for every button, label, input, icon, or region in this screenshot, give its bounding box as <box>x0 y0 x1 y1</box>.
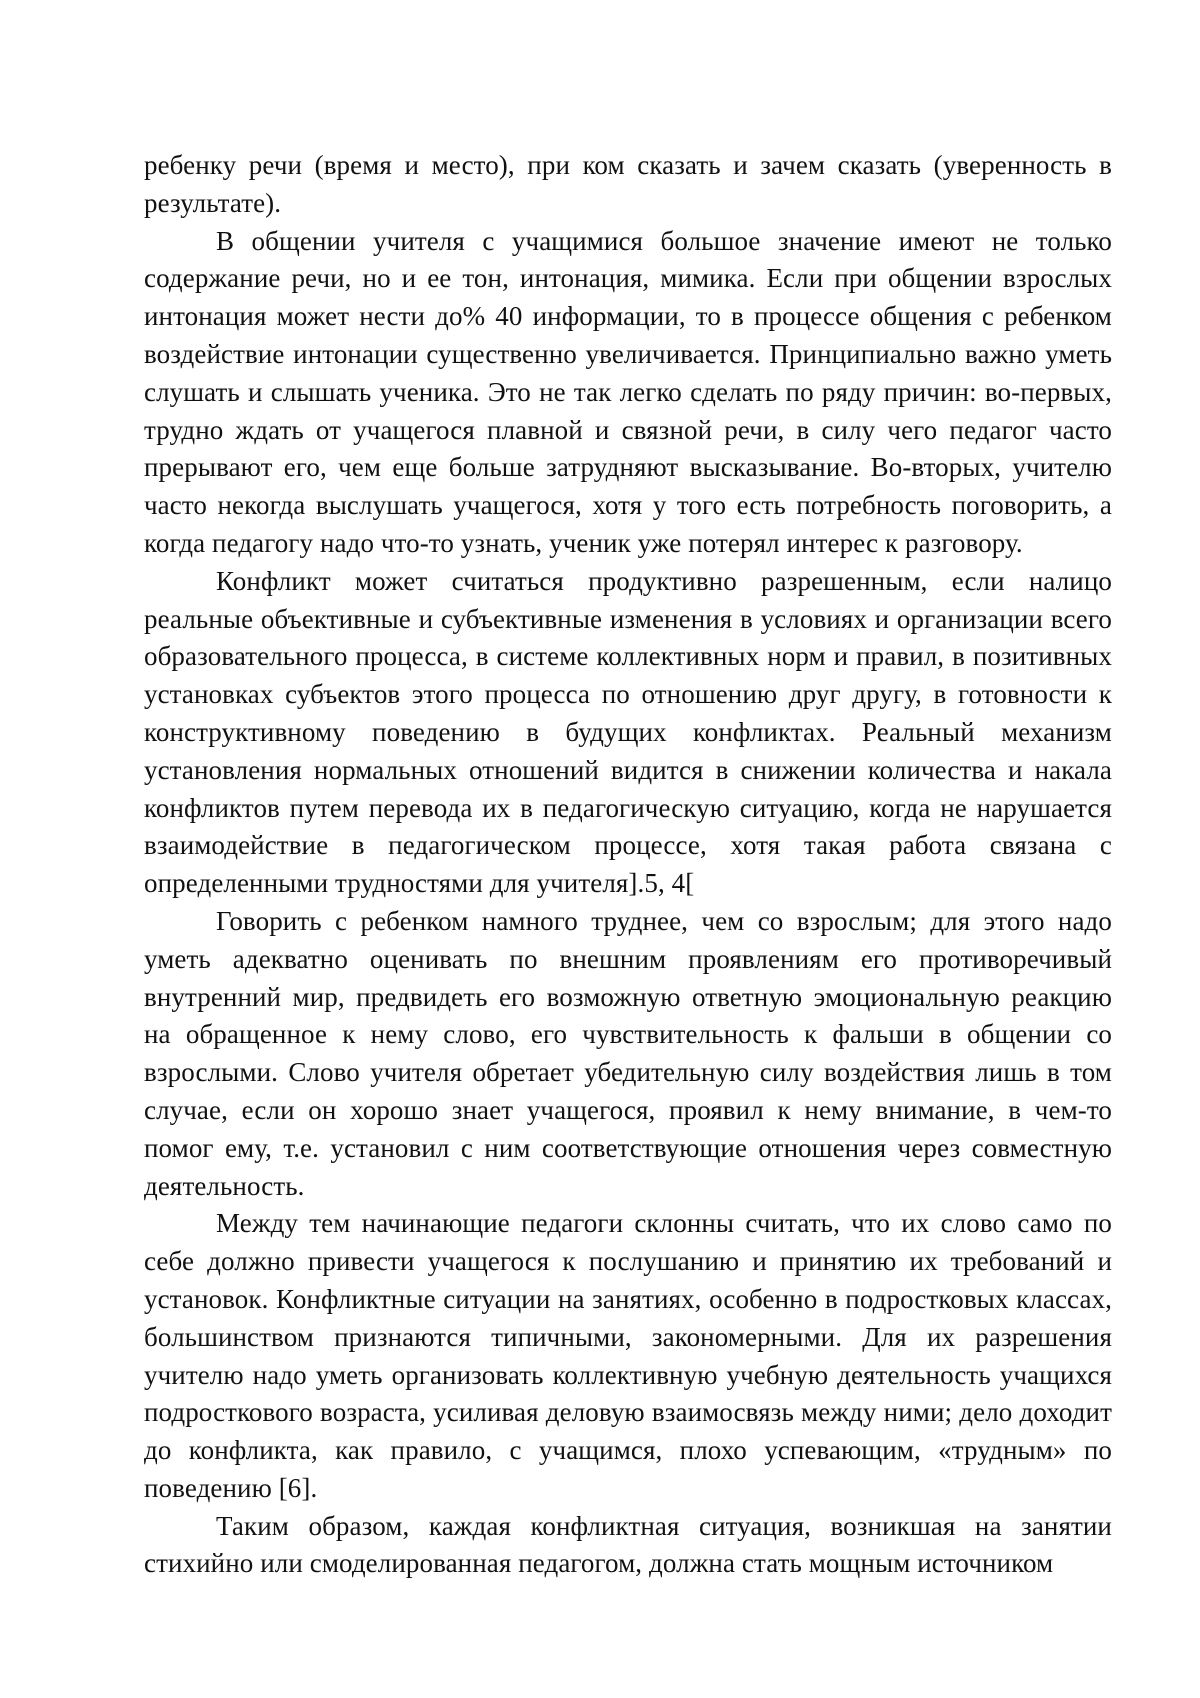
paragraph-intonation: В общении учителя с учащимися большое значение имеют не только содержание речи, но и ее тон, интонация, мимика. Если при общении взрослых интонация может нести до% 40 информации, то в процессе общения с ребенком воздействие интонации существенно увеличивается. Принципиально важно уметь слушать и слышать ученика. Это не так легко сделать по ряду причин: во-первых, трудно ждать от учащегося плавной и связной речи, в силу чего педагог часто прерывают его, чем еще больше затрудняют высказывание. Во-вторых, учителю часто некогда выслушать учащегося, хотя у того есть потребность поговорить, а когда педагогу надо что-то узнать, ученик уже потерял интерес к разговору. <box>144 225 1112 558</box>
paragraph-continuation: ребенку речи (время и место), при ком сказать и зачем сказать (уверенность в результате). <box>144 150 1112 218</box>
paragraph-talking-with-child: Говорить с ребенком намного труднее, чем со взрослым; для этого надо уметь адекватно оценивать по внешним проявлениям его противоречивый внутренний мир, предвидеть его возможную ответную эмоциональную реакцию на обращенное к нему слово, его чувствительность к фальши в общении со взрослыми. Слово учителя обретает убедительную силу воздействия лишь в том случае, если он хорошо знает учащегося, проявил к нему внимание, в чем-то помог ему, т.е. установил с ним соответствующие отношения через совместную деятельность. <box>144 905 1112 1201</box>
paragraph-novice-teachers: Между тем начинающие педагоги склонны считать, что их слово само по себе должно привести учащегося к послушанию и принятию их требований и установок. Конфликтные ситуации на занятиях, особенно в подростковых классах, большинством признаются типичными, закономерными. Для их разрешения учителю надо уметь организовать коллективную учебную деятельность учащихся подросткового возраста, усиливая деловую взаимосвязь между ними; дело доходит до конфликта, как правило, с учащимся, плохо успевающим, «трудным» по поведению [6]. <box>144 1208 1112 1503</box>
paragraph-conflict-resolution: Конфликт может считаться продуктивно разрешенным, если налицо реальные объективные и субъективные изменения в условиях и организации всего образовательного процесса, в системе коллективных норм и правил, в позитивных установках субъектов этого процесса по отношению друг другу, в готовности к конструктивному поведению в будущих конфликтах. Реальный механизм установления нормальных отношений видится в снижении количества и накала конфликтов путем перевода их в педагогическую ситуацию, когда не нарушается взаимодействие в педагогическом процессе, хотя такая работа связана с определенными трудностями для учителя].5, 4[ <box>144 565 1112 899</box>
document-page <box>144 147 1112 1583</box>
paragraph-conclusion: Таким образом, каждая конфликтная ситуация, возникшая на занятии стихийно или смоделированная педагогом, должна стать мощным источником <box>144 1510 1112 1579</box>
